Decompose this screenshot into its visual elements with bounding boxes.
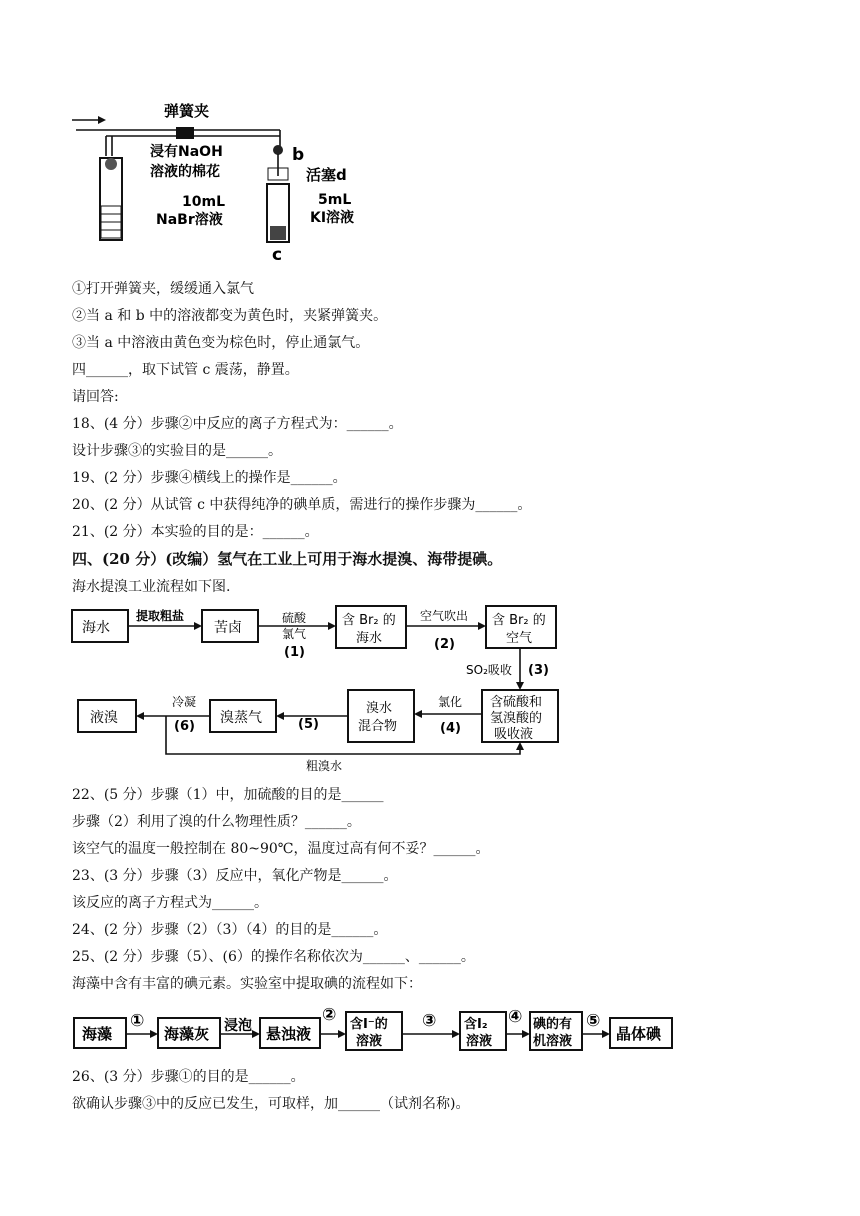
flow2-step-3: ③ xyxy=(422,1011,437,1031)
question-26a: 26、(3 分）步骤①的目的是______。 xyxy=(72,1069,305,1085)
flow1-node-br2-seawater-b: 海水 xyxy=(356,631,383,646)
flow2-node-organic-b: 机溶液 xyxy=(533,1034,573,1049)
flow1-node-liquid-bromine: 液溴 xyxy=(90,710,118,726)
flow1-node-br2-seawater-a: 含 Br₂ 的 xyxy=(342,613,396,628)
step-1: ①打开弹簧夹，缓缓通入氯气 xyxy=(72,281,254,297)
flow2-node-iodide-a: 含I⁻的 xyxy=(350,1017,388,1032)
flow1-node-bittern: 苦卤 xyxy=(214,620,242,636)
flow2-node-ash: 海藻灰 xyxy=(164,1025,210,1043)
flow2-node-suspension: 悬浊液 xyxy=(266,1025,312,1043)
c-label: c xyxy=(272,245,283,265)
flow1-node-seawater: 海水 xyxy=(82,620,110,636)
step-4: 四______，取下试管 c 震荡，静置。 xyxy=(72,362,299,378)
question-26b: 欲确认步骤③中的反应已发生，可取样，加______（试剂名称)。 xyxy=(72,1096,470,1112)
flow1-node-bromine-water-a: 溴水 xyxy=(366,701,393,716)
question-18b: 设计步骤③的实验目的是______。 xyxy=(72,443,282,459)
iodine-flowchart xyxy=(72,1004,682,1060)
flow1-edge-chlorinate: 氯化 xyxy=(438,695,463,709)
flow1-step-6: (6) xyxy=(174,719,195,734)
flow2-node-organic-a: 碘的有 xyxy=(533,1017,573,1032)
apparatus-diagram xyxy=(70,96,390,266)
question-24: 24、(2 分）步骤（2）（3）（4）的目的是______。 xyxy=(72,922,388,938)
flow1-loop-label: 粗溴水 xyxy=(306,759,343,773)
flow2-node-seaweed: 海藻 xyxy=(82,1025,113,1043)
flow2-step-1: ① xyxy=(130,1011,145,1031)
flow2-node-iodine-b: 溶液 xyxy=(466,1034,493,1049)
nabr-label-1: 10mL xyxy=(182,194,225,210)
flow2-step-4: ④ xyxy=(508,1007,523,1027)
question-19: 19、(2 分）步骤④横线上的操作是______。 xyxy=(72,470,347,486)
flow1-step-2: (2) xyxy=(434,637,455,652)
question-22c: 该空气的温度一般控制在 80~90℃，温度过高有何不妥？______。 xyxy=(72,841,490,857)
flow1-node-br2-air-a: 含 Br₂ 的 xyxy=(492,613,546,628)
bromine-flowchart xyxy=(70,602,570,774)
question-18a: 18、(4 分）步骤②中反应的离子方程式为：______。 xyxy=(72,416,403,432)
b-label: b xyxy=(292,145,305,165)
bromine-intro: 海水提溴工业流程如下图. xyxy=(72,579,231,595)
ki-label-1: 5mL xyxy=(318,192,352,208)
nabr-label-2: NaBr溶液 xyxy=(156,212,223,228)
flow1-node-absorb-a: 含硫酸和 xyxy=(490,695,543,710)
flow1-node-br2-air-b: 空气 xyxy=(506,631,533,646)
cotton-label-2: 溶液的棉花 xyxy=(150,164,220,180)
flow2-node-iodine-a: 含I₂ xyxy=(464,1017,488,1032)
flow1-step-3: (3) xyxy=(528,663,549,678)
question-21: 21、(2 分）本实验的目的是：______。 xyxy=(72,524,319,540)
flow2-step-5: ⑤ xyxy=(586,1011,601,1031)
question-20: 20、(2 分）从试管 c 中获得纯净的碘单质，需进行的操作步骤为______。 xyxy=(72,497,532,513)
flow1-step-1: (1) xyxy=(284,645,305,660)
question-23a: 23、(3 分）步骤（3）反应中，氧化产物是______。 xyxy=(72,868,398,884)
question-22b: 步骤（2）利用了溴的什么物理性质？______。 xyxy=(72,814,361,830)
flow1-node-vapor: 溴蒸气 xyxy=(220,710,262,726)
cotton-label-1: 浸有NaOH xyxy=(150,144,223,160)
flow1-edge-chlorine: 氯气 xyxy=(282,627,307,641)
flow1-edge-air: 空气吹出 xyxy=(420,609,469,623)
flow1-edge-salt: 提取粗盐 xyxy=(136,609,185,623)
section-4-title: 四、(20 分）(改编）氢气在工业上可用于海水提溴、海带提碘。 xyxy=(72,550,503,568)
flow1-edge-acid: 硫酸 xyxy=(282,611,307,625)
flow1-node-absorb-c: 吸收液 xyxy=(494,727,534,742)
flow2-edge-soak: 浸泡 xyxy=(224,1018,252,1034)
stopcock-label: 活塞d xyxy=(306,166,347,184)
flow2-node-iodide-b: 溶液 xyxy=(356,1034,383,1049)
flow1-node-absorb-b: 氢溴酸的 xyxy=(490,711,543,726)
flow1-node-bromine-water-b: 混合物 xyxy=(358,719,398,734)
step-3: ③当 a 中溶液由黄色变为棕色时，停止通氯气。 xyxy=(72,335,370,351)
iodine-intro: 海藻中含有丰富的碘元素。实验室中提取碘的流程如下： xyxy=(72,976,422,992)
answer-prompt: 请回答: xyxy=(72,389,119,405)
flow2-node-crystal: 晶体碘 xyxy=(616,1025,662,1043)
ki-label-2: KI溶液 xyxy=(310,210,355,226)
flow1-edge-condense: 冷凝 xyxy=(172,695,197,709)
step-2: ②当 a 和 b 中的溶液都变为黄色时，夹紧弹簧夹。 xyxy=(72,308,388,324)
flow2-step-2: ② xyxy=(322,1005,337,1025)
flow1-edge-so2: SO₂吸收 xyxy=(466,663,512,677)
clip-label: 弹簧夹 xyxy=(164,102,210,120)
flow1-step-4: (4) xyxy=(440,721,461,736)
question-22a: 22、(5 分）步骤（1）中，加硫酸的目的是______ xyxy=(72,787,384,803)
question-25: 25、(2 分）步骤（5）、(6）的操作名称依次为______、______。 xyxy=(72,949,475,965)
flow1-step-5: (5) xyxy=(298,717,319,732)
question-23b: 该反应的离子方程式为______。 xyxy=(72,895,268,911)
